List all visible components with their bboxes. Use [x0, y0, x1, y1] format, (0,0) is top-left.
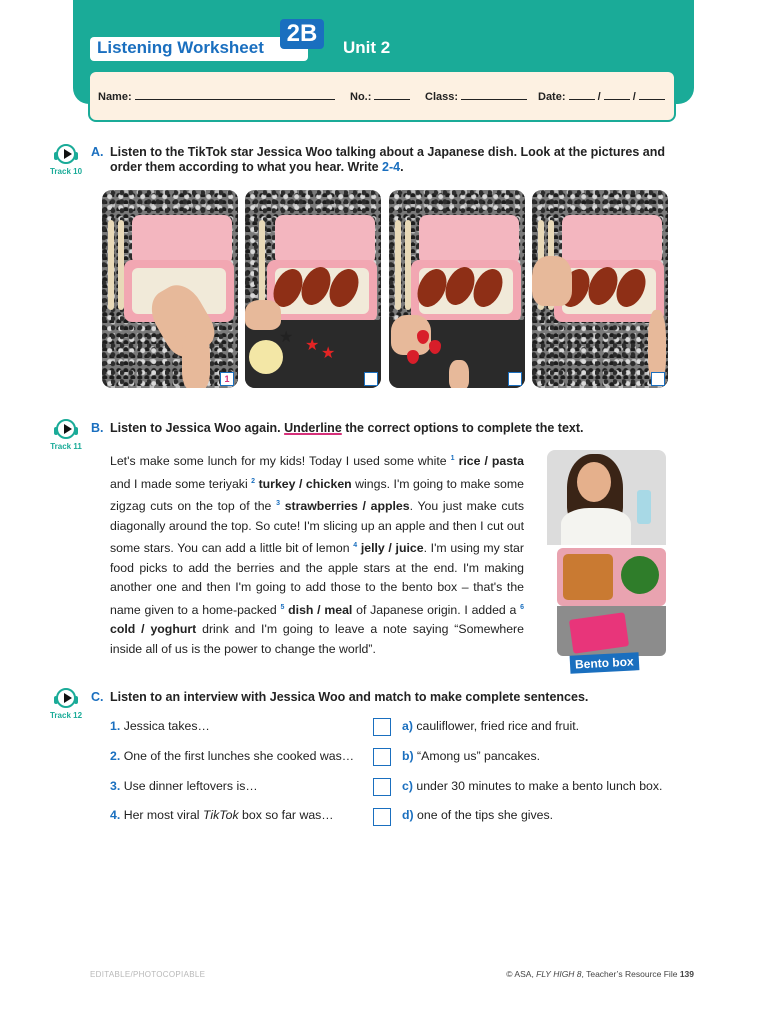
answer-box-4[interactable] [651, 372, 665, 386]
date-year-line [639, 89, 665, 100]
option-1[interactable]: rice / pasta [458, 454, 524, 469]
number-field[interactable] [350, 89, 410, 103]
track-11[interactable] [46, 419, 86, 451]
match-left-4 [110, 808, 334, 828]
date-separator: / [632, 91, 636, 103]
date-field[interactable] [538, 89, 665, 103]
match-option-b [402, 749, 540, 763]
section-b-instruction [110, 421, 670, 436]
copyright-text: © ASA, [506, 969, 537, 979]
gap-number: 3 [276, 500, 280, 508]
headphones-play-icon [56, 688, 76, 708]
section-a-instruction [110, 145, 670, 175]
match-answer-box-4[interactable] [373, 808, 391, 826]
gap-number: 1 [450, 455, 455, 462]
section-a-range: 2-4 [382, 160, 401, 174]
answer-box-1[interactable]: 1 [220, 372, 234, 386]
class-field[interactable] [425, 89, 527, 103]
date-separator: / [597, 91, 601, 103]
match-option-c [402, 779, 662, 793]
name-field[interactable] [98, 89, 335, 103]
footer-copyright [506, 969, 694, 979]
match-answer-box-2[interactable] [373, 748, 391, 766]
worksheet-title: Listening Worksheet [97, 38, 264, 57]
date-day-line [569, 89, 595, 100]
headphones-play-icon [56, 419, 76, 439]
option-text: under 30 minutes to make a bento lunch box. [416, 779, 663, 793]
track-label: Track 12 [49, 711, 83, 720]
gap-number: 4 [353, 542, 358, 550]
option-text: “Among us” pancakes. [417, 749, 541, 763]
section-b-instruction-pre: Listen to Jessica Woo again. [110, 421, 285, 435]
option-6[interactable]: cold / yoghurt [110, 622, 197, 637]
option-letter: d) [402, 808, 414, 822]
number-line [374, 89, 410, 100]
lunch-text [110, 449, 524, 659]
answer-box-2[interactable] [364, 372, 378, 386]
photo-1 [102, 190, 238, 388]
section-b-letter: B. [91, 421, 104, 435]
match-left-text: Her most viral [123, 808, 203, 822]
answer-box-3[interactable] [508, 372, 522, 386]
match-num: 3. [110, 779, 121, 793]
match-num: 4. [110, 808, 121, 822]
section-b-instruction-post: the correct options to complete the text. [341, 421, 584, 435]
match-left-text: box so far was… [238, 808, 334, 822]
unit-code-badge: 2B [280, 19, 324, 49]
section-a-instruction-text: Listen to the TikTok star Jessica Woo talking about a Japanese dish. Look at the pictures and order them according to what you hear. Write [110, 145, 665, 174]
underline-word: Underline [284, 421, 342, 435]
option-text: one of the tips she gives. [417, 808, 554, 822]
section-a-letter: A. [91, 145, 104, 159]
match-option-a [402, 719, 579, 733]
option-4[interactable]: jelly / juice [360, 541, 424, 556]
name-line [135, 89, 335, 100]
match-left-text: Use dinner leftovers is… [123, 779, 258, 793]
match-left-3 [110, 779, 258, 799]
text-segment: . You just make cuts diagonally around the top. So cute! I'm slicing up an apple and then I cut out some stars. You can add a little bit of lemon [110, 499, 524, 556]
track-12[interactable] [46, 688, 86, 720]
text-segment: and I made some teriyaki [110, 476, 252, 491]
option-letter: c) [402, 779, 413, 793]
photo-4 [532, 190, 668, 388]
option-3[interactable]: strawberries / apples [284, 499, 410, 514]
class-label: Class: [425, 91, 459, 103]
section-c-letter: C. [91, 690, 104, 704]
headphones-play-icon [56, 144, 76, 164]
bento-photo [547, 450, 666, 664]
class-line [461, 89, 527, 100]
option-text: cauliflower, fried rice and fruit. [416, 719, 580, 733]
text-segment: . I'm using my star food picks to add the berries and the apple stars at the end. I'm making another one and then I'm going to add those to the bento box – that's the name given to a home-packed [110, 541, 524, 617]
text-segment: of Japanese origin. I added a [352, 602, 521, 617]
match-left-italic: TikTok [202, 808, 239, 822]
option-letter: a) [402, 719, 413, 733]
date-label: Date: [538, 91, 566, 103]
option-letter: b) [402, 749, 414, 763]
book-title: FLY HIGH 8 [536, 969, 582, 979]
text-segment: wings. I'm going to make some zigzag cuts on the top of the [110, 476, 524, 514]
footer-photocopiable: EDITABLE/PHOTOCOPIABLE [90, 970, 206, 979]
resource-text: , Teacher’s Resource File [581, 969, 680, 979]
name-label: Name: [98, 91, 132, 103]
match-answer-box-3[interactable] [373, 778, 391, 796]
photo-3 [389, 190, 525, 388]
bento-box-caption: Bento box [570, 652, 640, 674]
track-label: Track 11 [50, 442, 82, 451]
page-number: 139 [679, 969, 694, 979]
photo-2: ★ ★ ★ [245, 190, 381, 388]
gap-number: 6 [520, 603, 524, 611]
match-left-text: Jessica takes… [123, 719, 210, 733]
text-segment: Let's make some lunch for my kids! Today I used some white [110, 454, 451, 469]
match-num: 1. [110, 719, 121, 733]
gap-number: 2 [251, 477, 256, 485]
match-left-1 [110, 719, 210, 739]
date-month-line [604, 89, 630, 100]
track-10[interactable] [46, 144, 86, 176]
match-option-d [402, 808, 553, 822]
number-label: No.: [350, 91, 372, 103]
match-left-2 [110, 749, 354, 769]
option-2[interactable]: turkey / chicken [258, 476, 352, 491]
unit-label: Unit 2 [343, 38, 391, 57]
option-5[interactable]: dish / meal [288, 602, 353, 617]
section-c-instruction: Listen to an interview with Jessica Woo and match to make complete sentences. [110, 690, 589, 704]
gap-number: 5 [280, 603, 285, 611]
match-num: 2. [110, 749, 121, 763]
match-left-text: One of the first lunches she cooked was… [123, 749, 355, 763]
track-label: Track 10 [49, 167, 83, 176]
section-a-instruction-end: . [400, 160, 404, 174]
text-segment: drink and I'm going to leave a note saying “Somewhere inside all of us is the power to change the world”. [110, 622, 524, 656]
match-answer-box-1[interactable] [373, 718, 391, 736]
